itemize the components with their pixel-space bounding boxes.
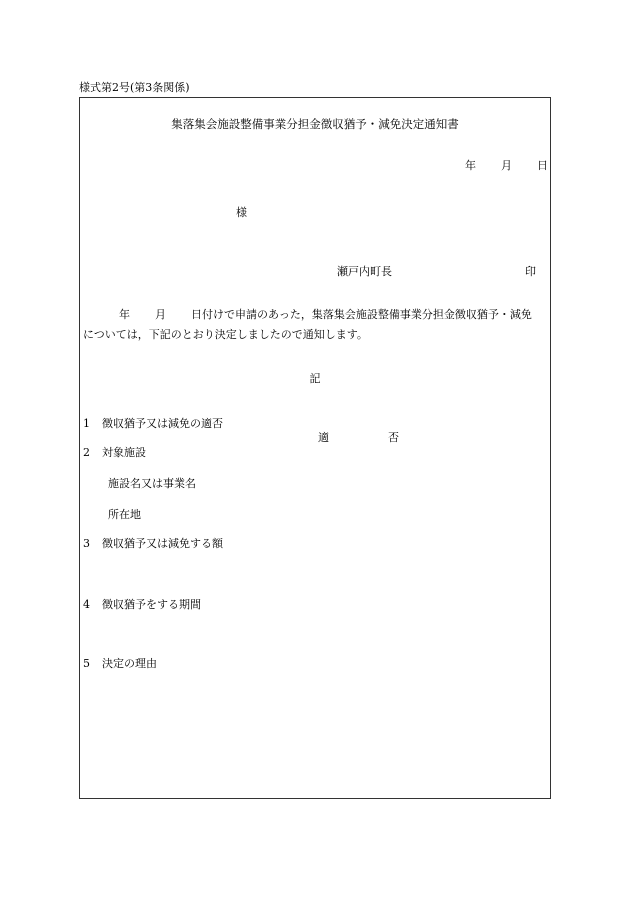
- item-1: [83, 418, 223, 429]
- form-number-label: 様式第2号(第3条関係): [79, 81, 190, 94]
- addressee-suffix: 様: [236, 206, 247, 219]
- item-label: 徴収猶予又は減免する額: [102, 537, 223, 550]
- item-label: 徴収猶予又は減免の適否: [102, 417, 223, 430]
- date-day-label: 日: [537, 159, 548, 172]
- item-number: 5: [83, 657, 90, 670]
- body-year-label: 年: [119, 308, 130, 321]
- ki-heading: 記: [309, 372, 321, 385]
- seal-mark: 印: [525, 265, 536, 278]
- item-number: 1: [83, 417, 90, 430]
- body-month-label: 月: [155, 308, 166, 321]
- date-month-label: 月: [501, 159, 512, 172]
- item-4: [83, 599, 201, 610]
- choice-approve: 適: [318, 431, 329, 444]
- item-number: 3: [83, 537, 90, 550]
- item-label: 対象施設: [102, 446, 146, 459]
- document-title: 集落集会施設整備事業分担金徴収猶予・減免決定通知書: [171, 117, 459, 131]
- item-label: 決定の理由: [102, 657, 157, 670]
- body-line-1: 日付けで申請のあった，集落集会施設整備事業分担金徴収猶予・減免: [191, 308, 532, 321]
- issuer-title: 瀬戸内町長: [337, 265, 392, 278]
- location-label: 所在地: [108, 508, 141, 521]
- item-2: [83, 447, 146, 458]
- item-number: 2: [83, 446, 90, 459]
- body-line-2: については，下記のとおり決定しましたので通知します。: [83, 328, 368, 341]
- item-5: [83, 658, 157, 669]
- form-frame: [79, 97, 551, 799]
- choice-reject: 否: [388, 431, 399, 444]
- facility-name-label: 施設名又は事業名: [108, 477, 196, 490]
- item-number: 4: [83, 598, 90, 611]
- date-year-label: 年: [465, 159, 476, 172]
- item-3: [83, 538, 223, 549]
- item-label: 徴収猶予をする期間: [102, 598, 201, 611]
